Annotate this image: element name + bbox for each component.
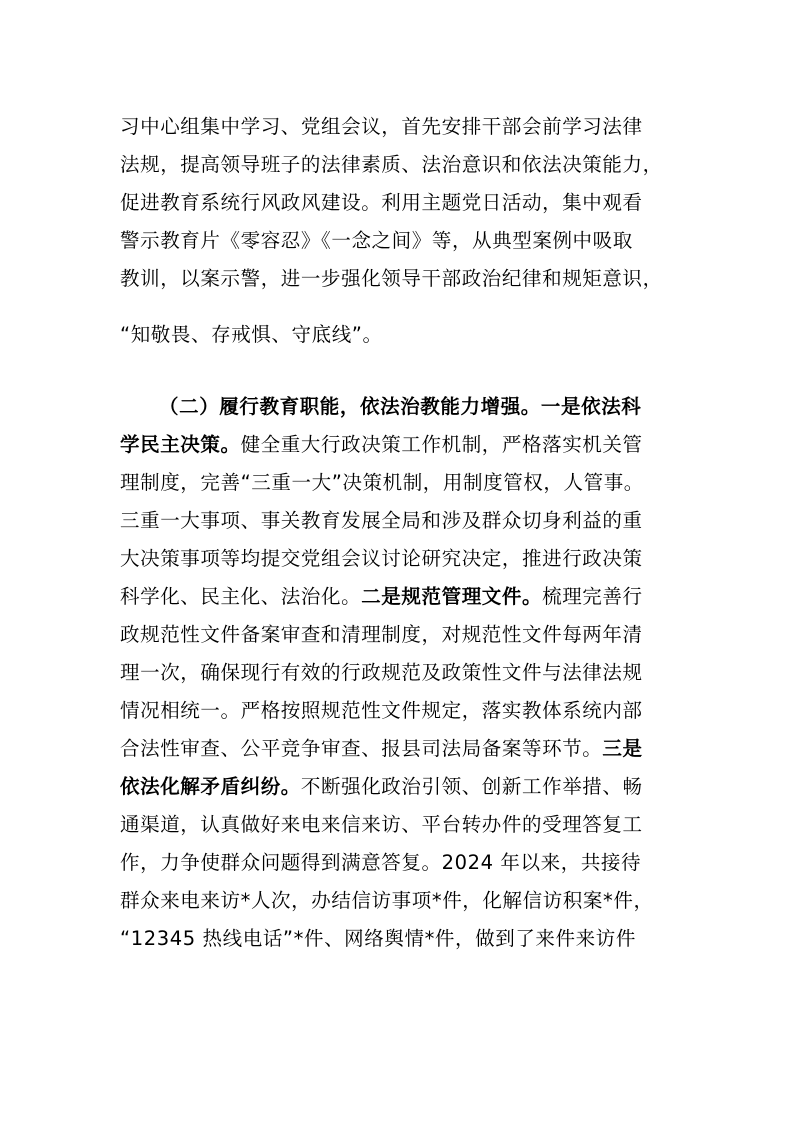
paragraph-2-line-9: 情况相统一。严格按照规范性文件规定，落实教体系统内部 bbox=[120, 699, 643, 722]
paragraph-2-line-15: “12345 热线电话”*件、网络舆情*件，做到了来件来访件 bbox=[120, 927, 636, 950]
point-one-title-part2: 学民主决策。 bbox=[120, 433, 241, 456]
paragraph-2-line-5: 大决策事项等均提交党组会议讨论研究决定，推进行政决策 bbox=[120, 547, 643, 570]
paragraph-2-line-4: 三重一大事项、事关教育发展全局和涉及群众切身利益的重 bbox=[120, 509, 643, 532]
paragraph-2-line-1 bbox=[159, 392, 680, 422]
paragraph-2-line-11 bbox=[120, 772, 680, 802]
paragraph-2-line-8: 理一次，确保现行有效的行政规范及政策性文件与法律法规 bbox=[120, 661, 643, 684]
paragraph-1-line-6: “知敬畏、存戒惧、守底线”。 bbox=[120, 323, 383, 346]
paragraph-1-line-1: 习中心组集中学习、党组会议，首先安排干部会前学习法律 bbox=[120, 115, 643, 138]
point-one-title-part1: 一是依法科 bbox=[540, 395, 642, 418]
paragraph-1-line-4: 警示教育片《零容忍》《一念之间》等，从典型案例中吸取 bbox=[120, 229, 633, 252]
paragraph-2-line-11-text: 不断强化政治引领、创新工作举措、畅 bbox=[300, 775, 643, 798]
paragraph-2-line-3: 理制度，完善“三重一大”决策机制，用制度管权，人管事。 bbox=[120, 471, 644, 494]
paragraph-2-line-2-text: 健全重大行政决策工作机制，严格落实机关管 bbox=[240, 433, 643, 456]
paragraph-1-line-5: 教训，以案示警，进一步强化领导干部政治纪律和规矩意识， bbox=[120, 267, 663, 290]
paragraph-2-line-14: 群众来电来访*人次，办结信访事项*件，化解信访积案*件， bbox=[120, 889, 654, 912]
paragraph-1-line-2: 法规，提高领导班子的法律素质、法治意识和依法决策能力， bbox=[120, 153, 663, 176]
paragraph-2-line-12: 通渠道，认真做好来电来信来访、平台转办件的受理答复工 bbox=[120, 813, 643, 836]
point-two-title: 二是规范管理文件。 bbox=[361, 585, 543, 608]
paragraph-2-line-10-text: 合法性审查、公平竞争审查、报县司法局备案等环节。 bbox=[120, 737, 603, 760]
point-three-title-part1: 三是 bbox=[602, 737, 643, 760]
paragraph-2-line-10 bbox=[120, 734, 680, 764]
paragraph-2-line-2 bbox=[120, 430, 680, 460]
point-three-title-part2: 依法化解矛盾纠纷。 bbox=[120, 775, 301, 798]
paragraph-2-line-7: 政规范性文件备案审查和清理制度，对规范性文件每两年清 bbox=[120, 623, 643, 646]
paragraph-2-line-13: 作，力争使群众问题得到满意答复。2024 年以来，共接待 bbox=[120, 851, 642, 874]
section-heading: （二）履行教育职能，依法治教能力增强。 bbox=[159, 395, 541, 418]
paragraph-2-line-6-text: 科学化、民主化、法治化。 bbox=[120, 585, 362, 608]
paragraph-2-line-6 bbox=[120, 582, 680, 612]
paragraph-1-line-3: 促进教育系统行风政风建设。利用主题党日活动，集中观看 bbox=[120, 191, 643, 214]
paragraph-2-line-6-tail: 梳理完善行 bbox=[542, 585, 643, 608]
